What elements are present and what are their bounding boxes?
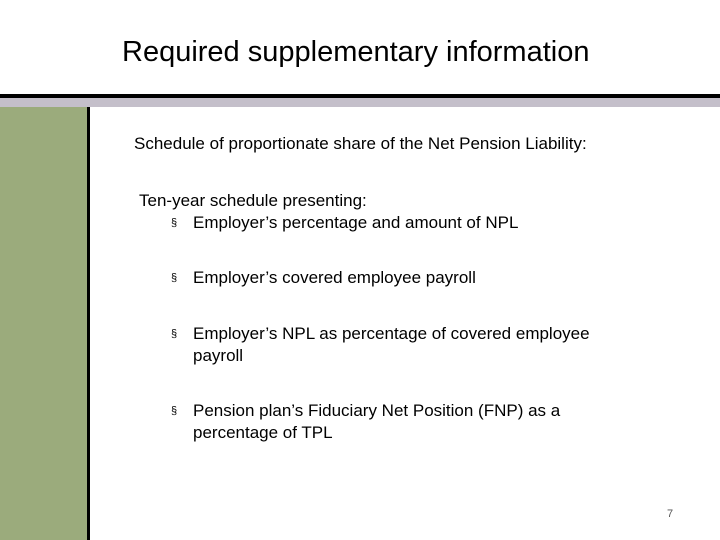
square-bullet-icon: § bbox=[171, 328, 178, 340]
slide-subtitle: Schedule of proportionate share of the Net Pension Liability: bbox=[134, 134, 587, 153]
slide-title: Required supplementary information bbox=[122, 36, 590, 68]
square-bullet-icon: § bbox=[171, 272, 178, 284]
list-item-label: Pension plan’s Fiduciary Net Position (FNP) as a percentage of TPL bbox=[193, 401, 561, 442]
square-bullet-icon: § bbox=[171, 217, 178, 229]
sidebar-border bbox=[87, 107, 90, 540]
page-number: 7 bbox=[666, 508, 674, 520]
list-item-label: Employer’s covered employee payroll bbox=[193, 268, 476, 287]
list-item bbox=[171, 323, 643, 367]
list-item bbox=[171, 267, 643, 289]
list-item bbox=[171, 212, 643, 234]
title-divider-band bbox=[0, 98, 720, 107]
list-intro: Ten-year schedule presenting: bbox=[139, 191, 367, 210]
list-item-label: Employer’s percentage and amount of NPL bbox=[193, 213, 519, 232]
list-item-label: Employer’s NPL as percentage of covered employee payroll bbox=[193, 324, 590, 365]
decorative-sidebar bbox=[0, 107, 87, 540]
list-item bbox=[171, 400, 643, 444]
square-bullet-icon: § bbox=[171, 405, 178, 417]
